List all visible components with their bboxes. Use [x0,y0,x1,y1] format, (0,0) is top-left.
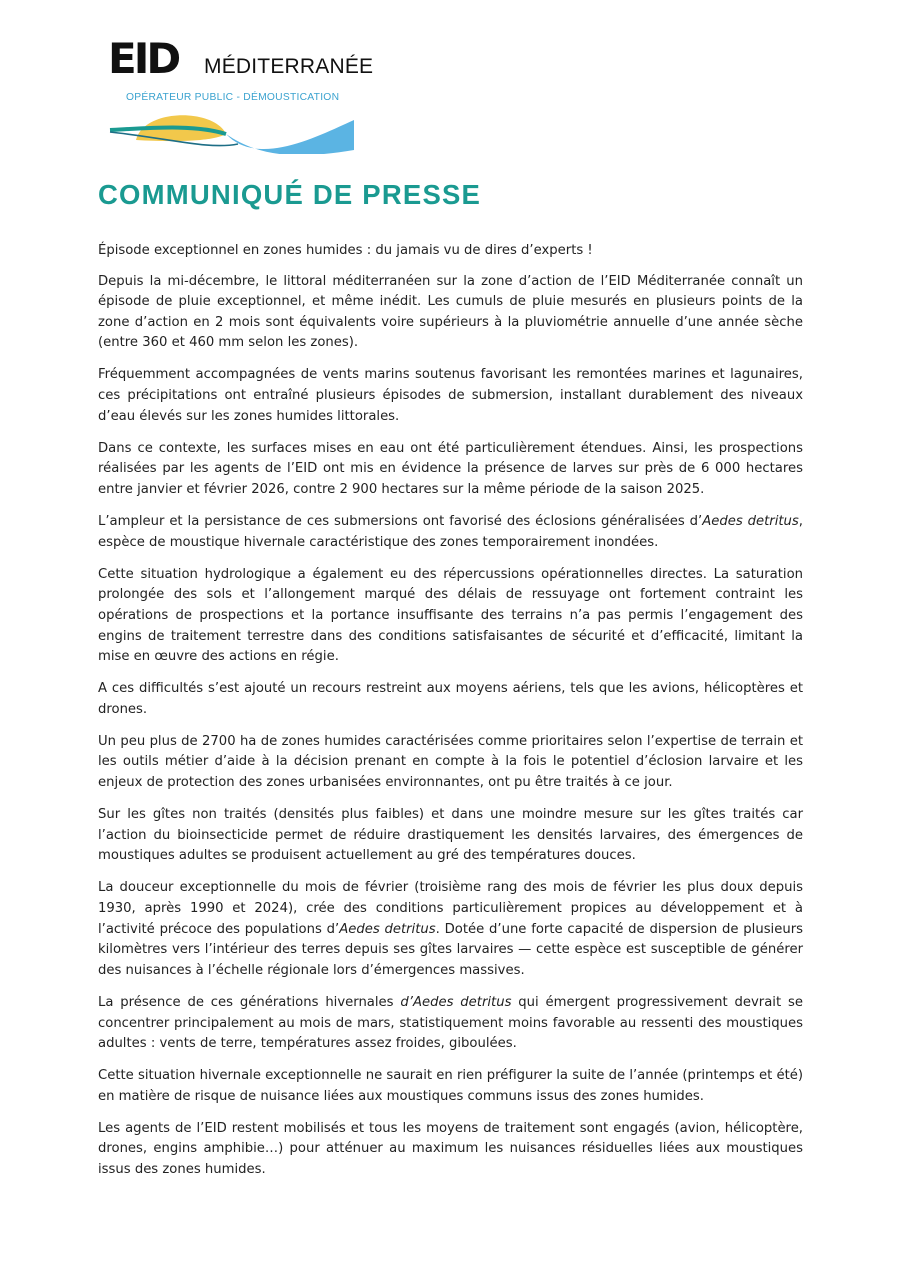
logo-brand-mark: EID [108,34,179,83]
paragraph: Dans ce contexte, les surfaces mises en eau ont été particulièrement étendues. Ainsi, les prospections réalisées par les agents de l’EID ont mis en évidence la présence de larves sur près de 6 000 hectares entre janvier et février 2026, contre 2 900 hectares sur la même période de la saison 2025. [98,440,803,497]
paragraph: A ces difficultés s’est ajouté un recours restreint aux moyens aériens, tels que les avions, hélicoptères et drones. [98,681,803,717]
paragraph: Un peu plus de 2700 ha de zones humides caractérisées comme prioritaires selon l’expertise de terrain et les outils métier d’aide à la décision prenant en compte à la fois le potentiel d’éclosion larvaire et les enjeux de protection des zones urbanisées environnantes, ont pu être traités à ce jour. [98,733,803,791]
paragraph: Cette situation hivernale exceptionnelle ne saurait en rien préfigurer la suite de l’année (printemps et été) en matière de risque de nuisance liées aux moustiques communs issus des zones humides. [98,1068,803,1104]
paragraph [98,512,803,553]
paragraph-text: , espèce de moustique hivernale caractéristique des zones temporairement inondées. [98,514,803,550]
paragraph-text: La douceur exceptionnelle du mois de février (troisième rang des mois de février les plus doux depuis 1930, après 1990 et 2024), crée des conditions particulièrement propices au développement et à l’activité précoce des populations d’ [98,880,803,937]
press-release-title: COMMUNIQUÉ DE PRESSE [98,179,482,210]
paragraph [98,878,803,981]
paragraph: Cette situation hydrologique a également eu des répercussions opérationnelles directes. La saturation prolongée des sols et l’allongement marqué des délais de ressuyage ont fortement contraint les opérations de prospections et la portance insuffisante des terrains n’a pas permis l’engagement des engins de traitement terrestre dans des conditions satisfaisantes de sécurité et d’efficacité, limitant la mise en œuvre des actions en régie. [98,566,803,665]
logo-waves-graphic [108,108,358,154]
paragraph-text: . Dotée d’une forte capacité de dispersion de plusieurs kilomètres vers l’intérieur des terres depuis ses gîtes larvaires — cette espèce est susceptible de générer des nuisances à l’échelle régionale lors d’émergences massives. [98,921,803,978]
paragraph-text: L’ampleur et la persistance de ces submersions ont favorisé des éclosions généralisées d’ [98,514,703,530]
paragraph: Depuis la mi-décembre, le littoral méditerranéen sur la zone d’action de l’EID Méditerranée connaît un épisode de pluie exceptionnel, et même inédit. Les cumuls de pluie mesurés en plusieurs points de la zone d’action en 2 mois sont équivalents voire supérieurs à la pluviométrie annuelle d’une année sèche (entre 360 et 460 mm selon les zones). [98,273,803,351]
species-name: d’Aedes detritus [400,994,512,1010]
eid-logo [108,34,374,154]
press-release-body [98,241,803,1192]
species-name: Aedes detritus [339,921,436,937]
paragraph-headline: Épisode exceptionnel en zones humides : du jamais vu de dires d’experts ! [98,243,593,258]
paragraph-text: La présence de ces générations hivernales [98,994,401,1010]
paragraph [98,993,803,1055]
paragraph: Fréquemment accompagnées de vents marins soutenus favorisant les remontées marines et lagunaires, ces précipitations ont entraîné plusieurs épisodes de submersion, installant durablement des niveaux d’eau élevés sur les zones humides littorales. [98,367,803,424]
logo-brand-name: MÉDITERRANÉE [204,55,374,78]
species-name: Aedes detritus [702,514,799,530]
paragraph: Les agents de l’EID restent mobilisés et tous les moyens de traitement sont engagés (avion, hélicoptère, drones, engins amphibie…) pour atténuer au maximum les nuisances résiduelles liées aux moustiques issus des zones humides. [98,1120,803,1178]
paragraph: Sur les gîtes non traités (densités plus faibles) et dans une moindre mesure sur les gîtes traités car l’action du bioinsecticide permet de réduire drastiquement les densités larvaires, des émergences de moustiques adultes se produisent actuellement au gré des températures douces. [98,807,803,864]
paragraph-text: qui émergent progressivement devrait se concentrer principalement au mois de mars, statistiquement moins favorable au ressenti des moustiques adultes : vents de terre, températures assez froides, giboulées. [98,994,803,1052]
logo-tagline: OPÉRATEUR PUBLIC - DÉMOUSTICATION [126,92,340,103]
logo-sea-wave [226,120,354,154]
